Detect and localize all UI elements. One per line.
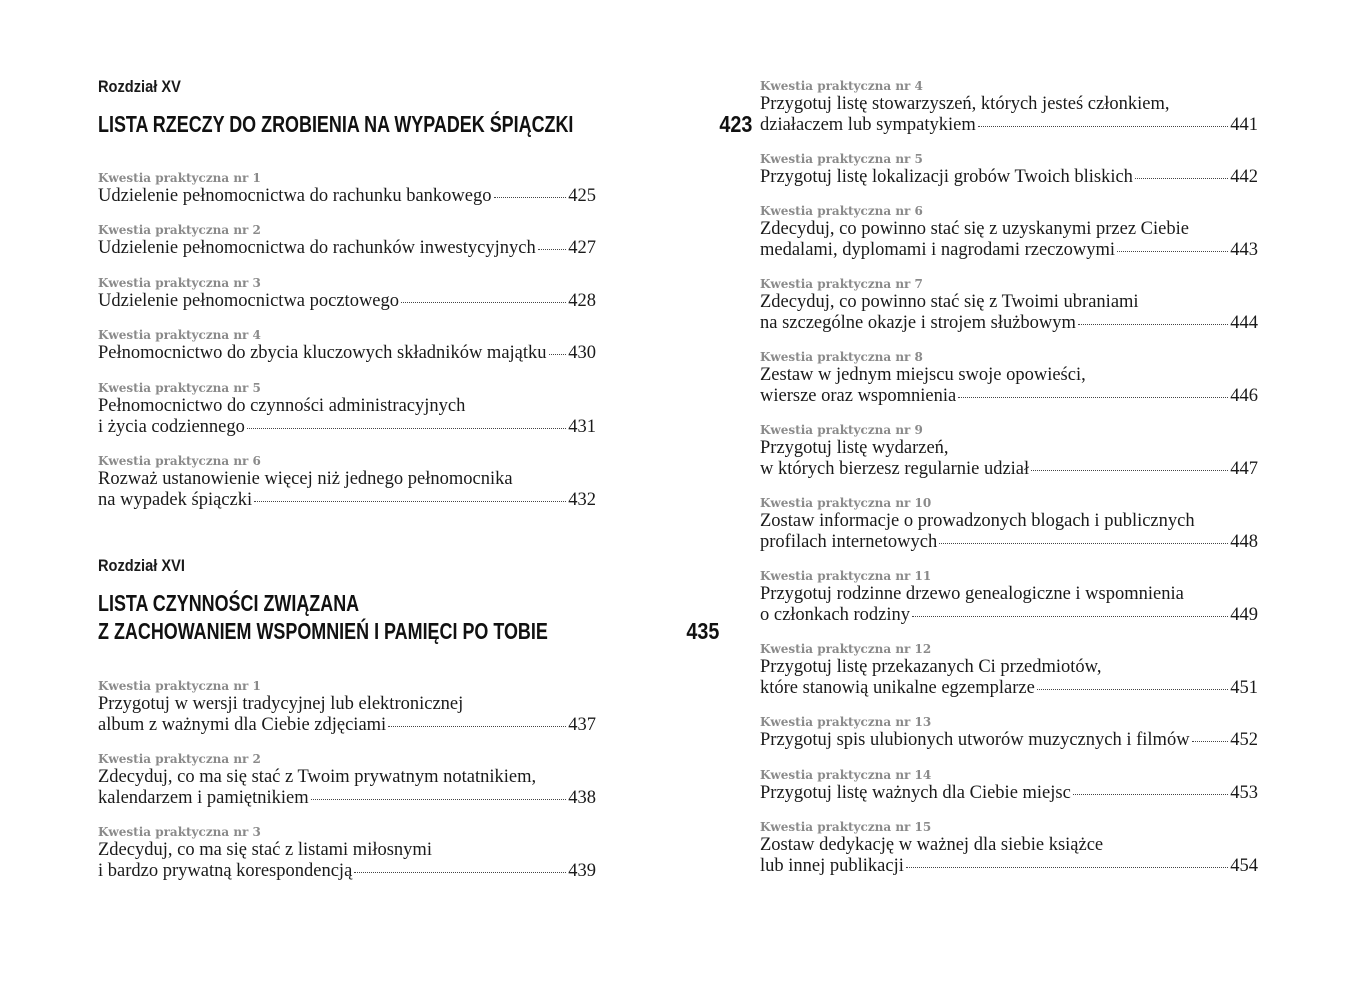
dot-leader bbox=[1192, 741, 1229, 742]
entry-page-number: 430 bbox=[568, 343, 596, 363]
entry-label: Kwestia praktyczna nr 7 bbox=[760, 277, 923, 291]
entry-label: Kwestia praktyczna nr 2 bbox=[98, 752, 261, 766]
entry-page-number: 432 bbox=[568, 490, 596, 510]
chapter-title[interactable] bbox=[98, 589, 720, 645]
entry-title: Udzielenie pełnomocnictwa pocztowego bbox=[98, 291, 400, 311]
entry-page-number: 444 bbox=[1230, 313, 1258, 333]
entry-page-number: 449 bbox=[1230, 605, 1258, 625]
dot-leader bbox=[494, 197, 567, 198]
entry-page-number: 439 bbox=[568, 861, 596, 881]
entry-label: Kwestia praktyczna nr 6 bbox=[760, 204, 923, 218]
dot-leader bbox=[549, 354, 567, 355]
entry-label: Kwestia praktyczna nr 15 bbox=[760, 820, 932, 834]
entry-label: Kwestia praktyczna nr 13 bbox=[760, 715, 932, 729]
entry-title: Przygotuj listę lokalizacji grobów Twoich bliskich bbox=[760, 167, 1133, 187]
entry-page-number: 454 bbox=[1230, 856, 1258, 876]
entry-title-line: Przygotuj w wersji tradycyjnej lub elektronicznej bbox=[98, 694, 464, 714]
toc-entry[interactable] bbox=[98, 380, 596, 438]
dot-leader bbox=[906, 867, 1228, 868]
entry-label: Kwestia praktyczna nr 4 bbox=[98, 328, 261, 342]
entry-title-line: Zdecyduj, co ma się stać z Twoim prywatnym notatnikiem, bbox=[98, 767, 537, 787]
entry-title-line: Przygotuj rodzinne drzewo genealogiczne i wspomnienia bbox=[760, 584, 1184, 604]
toc-entry[interactable] bbox=[98, 170, 596, 207]
chapter-page-number: 435 bbox=[686, 618, 720, 644]
chapter-title-line: LISTA CZYNNOŚCI ZWIĄZANA bbox=[98, 590, 360, 616]
entry-title: Przygotuj spis ulubionych utworów muzycznych i filmów bbox=[760, 730, 1190, 750]
dot-leader bbox=[912, 616, 1228, 617]
entry-title: na wypadek śpiączki bbox=[98, 490, 253, 510]
toc-entry[interactable] bbox=[760, 495, 1258, 553]
dot-leader bbox=[354, 872, 566, 873]
dot-leader bbox=[401, 302, 566, 303]
entry-title-line: Zestaw w jednym miejscu swoje opowieści, bbox=[760, 365, 1086, 385]
entry-label: Kwestia praktyczna nr 12 bbox=[760, 642, 932, 656]
entry-label: Kwestia praktyczna nr 4 bbox=[760, 79, 923, 93]
entry-page-number: 446 bbox=[1230, 386, 1258, 406]
entry-title: Udzielenie pełnomocnictwa do rachunków inwestycyjnych bbox=[98, 238, 536, 258]
entry-title-line: Pełnomocnictwo do czynności administracyjnych bbox=[98, 396, 466, 416]
toc-entry[interactable] bbox=[760, 767, 1258, 804]
toc-entry[interactable] bbox=[98, 327, 596, 364]
entry-title-line: Przygotuj listę przekazanych Ci przedmiotów, bbox=[760, 657, 1102, 677]
toc-entry[interactable] bbox=[760, 714, 1258, 751]
dot-leader bbox=[978, 126, 1228, 127]
entry-page-number: 427 bbox=[568, 238, 596, 258]
entry-title-line: Zostaw dedykację w ważnej dla siebie książce bbox=[760, 835, 1104, 855]
entry-title-line: Rozważ ustanowienie więcej niż jednego pełnomocnika bbox=[98, 469, 513, 489]
toc-entry[interactable] bbox=[98, 751, 596, 809]
dot-leader bbox=[1078, 324, 1228, 325]
dot-leader bbox=[311, 799, 567, 800]
dot-leader bbox=[1073, 794, 1228, 795]
entry-label: Kwestia praktyczna nr 11 bbox=[760, 569, 932, 583]
toc-entry[interactable] bbox=[98, 222, 596, 259]
entry-title-line: Zostaw informacje o prowadzonych blogach i publicznych bbox=[760, 511, 1195, 531]
entry-page-number: 447 bbox=[1230, 459, 1258, 479]
entry-title: działaczem lub sympatykiem bbox=[760, 115, 976, 135]
entry-title: i życia codziennego bbox=[98, 417, 245, 437]
toc-entry[interactable] bbox=[760, 78, 1258, 136]
entry-page-number: 443 bbox=[1230, 240, 1258, 260]
toc-entry[interactable] bbox=[98, 275, 596, 312]
entry-title-line: Zdecyduj, co powinno stać się z uzyskanymi przez Ciebie bbox=[760, 219, 1189, 239]
entry-page-number: 452 bbox=[1230, 730, 1258, 750]
entry-title-line: Zdecyduj, co powinno stać się z Twoimi ubraniami bbox=[760, 292, 1139, 312]
chapter-label: Rozdział XV bbox=[98, 77, 181, 96]
entry-label: Kwestia praktyczna nr 3 bbox=[98, 276, 261, 290]
entry-page-number: 425 bbox=[568, 186, 596, 206]
entry-title: lub innej publikacji bbox=[760, 856, 904, 876]
entry-title: wiersze oraz wspomnienia bbox=[760, 386, 957, 406]
entry-title: kalendarzem i pamiętnikiem bbox=[98, 788, 309, 808]
entry-label: Kwestia praktyczna nr 1 bbox=[98, 171, 261, 185]
entry-page-number: 431 bbox=[568, 417, 596, 437]
entry-title: o członkach rodziny bbox=[760, 605, 910, 625]
entry-title-line: Przygotuj listę wydarzeń, bbox=[760, 438, 949, 458]
entry-page-number: 442 bbox=[1230, 167, 1258, 187]
entry-label: Kwestia praktyczna nr 14 bbox=[760, 768, 932, 782]
entry-label: Kwestia praktyczna nr 3 bbox=[98, 825, 261, 839]
entry-title: medalami, dyplomami i nagrodami rzeczowymi bbox=[760, 240, 1115, 260]
entry-label: Kwestia praktyczna nr 5 bbox=[760, 152, 923, 166]
entry-page-number: 437 bbox=[568, 715, 596, 735]
toc-entry[interactable] bbox=[760, 349, 1258, 407]
entry-page-number: 451 bbox=[1230, 678, 1258, 698]
entry-label: Kwestia praktyczna nr 9 bbox=[760, 423, 923, 437]
toc-entry[interactable] bbox=[98, 824, 596, 882]
entry-title: Udzielenie pełnomocnictwa do rachunku bankowego bbox=[98, 186, 492, 206]
toc-entry[interactable] bbox=[760, 568, 1258, 626]
entry-label: Kwestia praktyczna nr 1 bbox=[98, 679, 261, 693]
chapter-title-line: Z ZACHOWANIEM WSPOMNIEŃ I PAMIĘCI PO TOBIE bbox=[98, 618, 548, 644]
entry-label: Kwestia praktyczna nr 5 bbox=[98, 381, 261, 395]
dot-leader bbox=[538, 249, 567, 250]
dot-leader bbox=[958, 397, 1228, 398]
dot-leader bbox=[1031, 470, 1228, 471]
toc-entry[interactable] bbox=[760, 203, 1258, 261]
entry-page-number: 448 bbox=[1230, 532, 1258, 552]
entry-title: w których bierzesz regularnie udział bbox=[760, 459, 1030, 479]
toc-entry[interactable] bbox=[760, 276, 1258, 334]
dot-leader bbox=[388, 726, 566, 727]
chapter-title-line: LISTA RZECZY DO ZROBIENIA NA WYPADEK ŚPIĄCZKI bbox=[98, 111, 574, 137]
dot-leader bbox=[1117, 251, 1228, 252]
entry-title: album z ważnymi dla Ciebie zdjęciami bbox=[98, 715, 387, 735]
toc-entry[interactable] bbox=[98, 678, 596, 736]
entry-title-line: Zdecyduj, co ma się stać z listami miłosnymi bbox=[98, 840, 432, 860]
entry-title: profilach internetowych bbox=[760, 532, 938, 552]
entry-page-number: 441 bbox=[1230, 115, 1258, 135]
toc-entry[interactable] bbox=[98, 453, 596, 511]
entry-label: Kwestia praktyczna nr 8 bbox=[760, 350, 923, 364]
toc-entry[interactable] bbox=[760, 422, 1258, 480]
chapter-page-number: 423 bbox=[718, 111, 752, 137]
entry-page-number: 453 bbox=[1230, 783, 1258, 803]
entry-label: Kwestia praktyczna nr 2 bbox=[98, 223, 261, 237]
chapter-label: Rozdział XVI bbox=[98, 556, 185, 575]
entry-page-number: 438 bbox=[568, 788, 596, 808]
dot-leader bbox=[254, 501, 566, 502]
entry-title: Przygotuj listę ważnych dla Ciebie miejsc bbox=[760, 783, 1071, 803]
dot-leader bbox=[247, 428, 566, 429]
chapter-title[interactable] bbox=[98, 110, 752, 138]
entry-title: i bardzo prywatną korespondencją bbox=[98, 861, 353, 881]
toc-entry[interactable] bbox=[760, 151, 1258, 188]
entry-title: które stanowią unikalne egzemplarze bbox=[760, 678, 1035, 698]
entry-label: Kwestia praktyczna nr 10 bbox=[760, 496, 932, 510]
entry-label: Kwestia praktyczna nr 6 bbox=[98, 454, 261, 468]
dot-leader bbox=[1135, 178, 1228, 179]
toc-entry[interactable] bbox=[760, 819, 1258, 877]
dot-leader bbox=[939, 543, 1228, 544]
toc-entry[interactable] bbox=[760, 641, 1258, 699]
entry-title-line: Przygotuj listę stowarzyszeń, których jesteś członkiem, bbox=[760, 94, 1170, 114]
entry-title: Pełnomocnictwo do zbycia kluczowych składników majątku bbox=[98, 343, 547, 363]
dot-leader bbox=[1037, 689, 1228, 690]
entry-page-number: 428 bbox=[568, 291, 596, 311]
entry-title: na szczególne okazje i strojem służbowym bbox=[760, 313, 1076, 333]
